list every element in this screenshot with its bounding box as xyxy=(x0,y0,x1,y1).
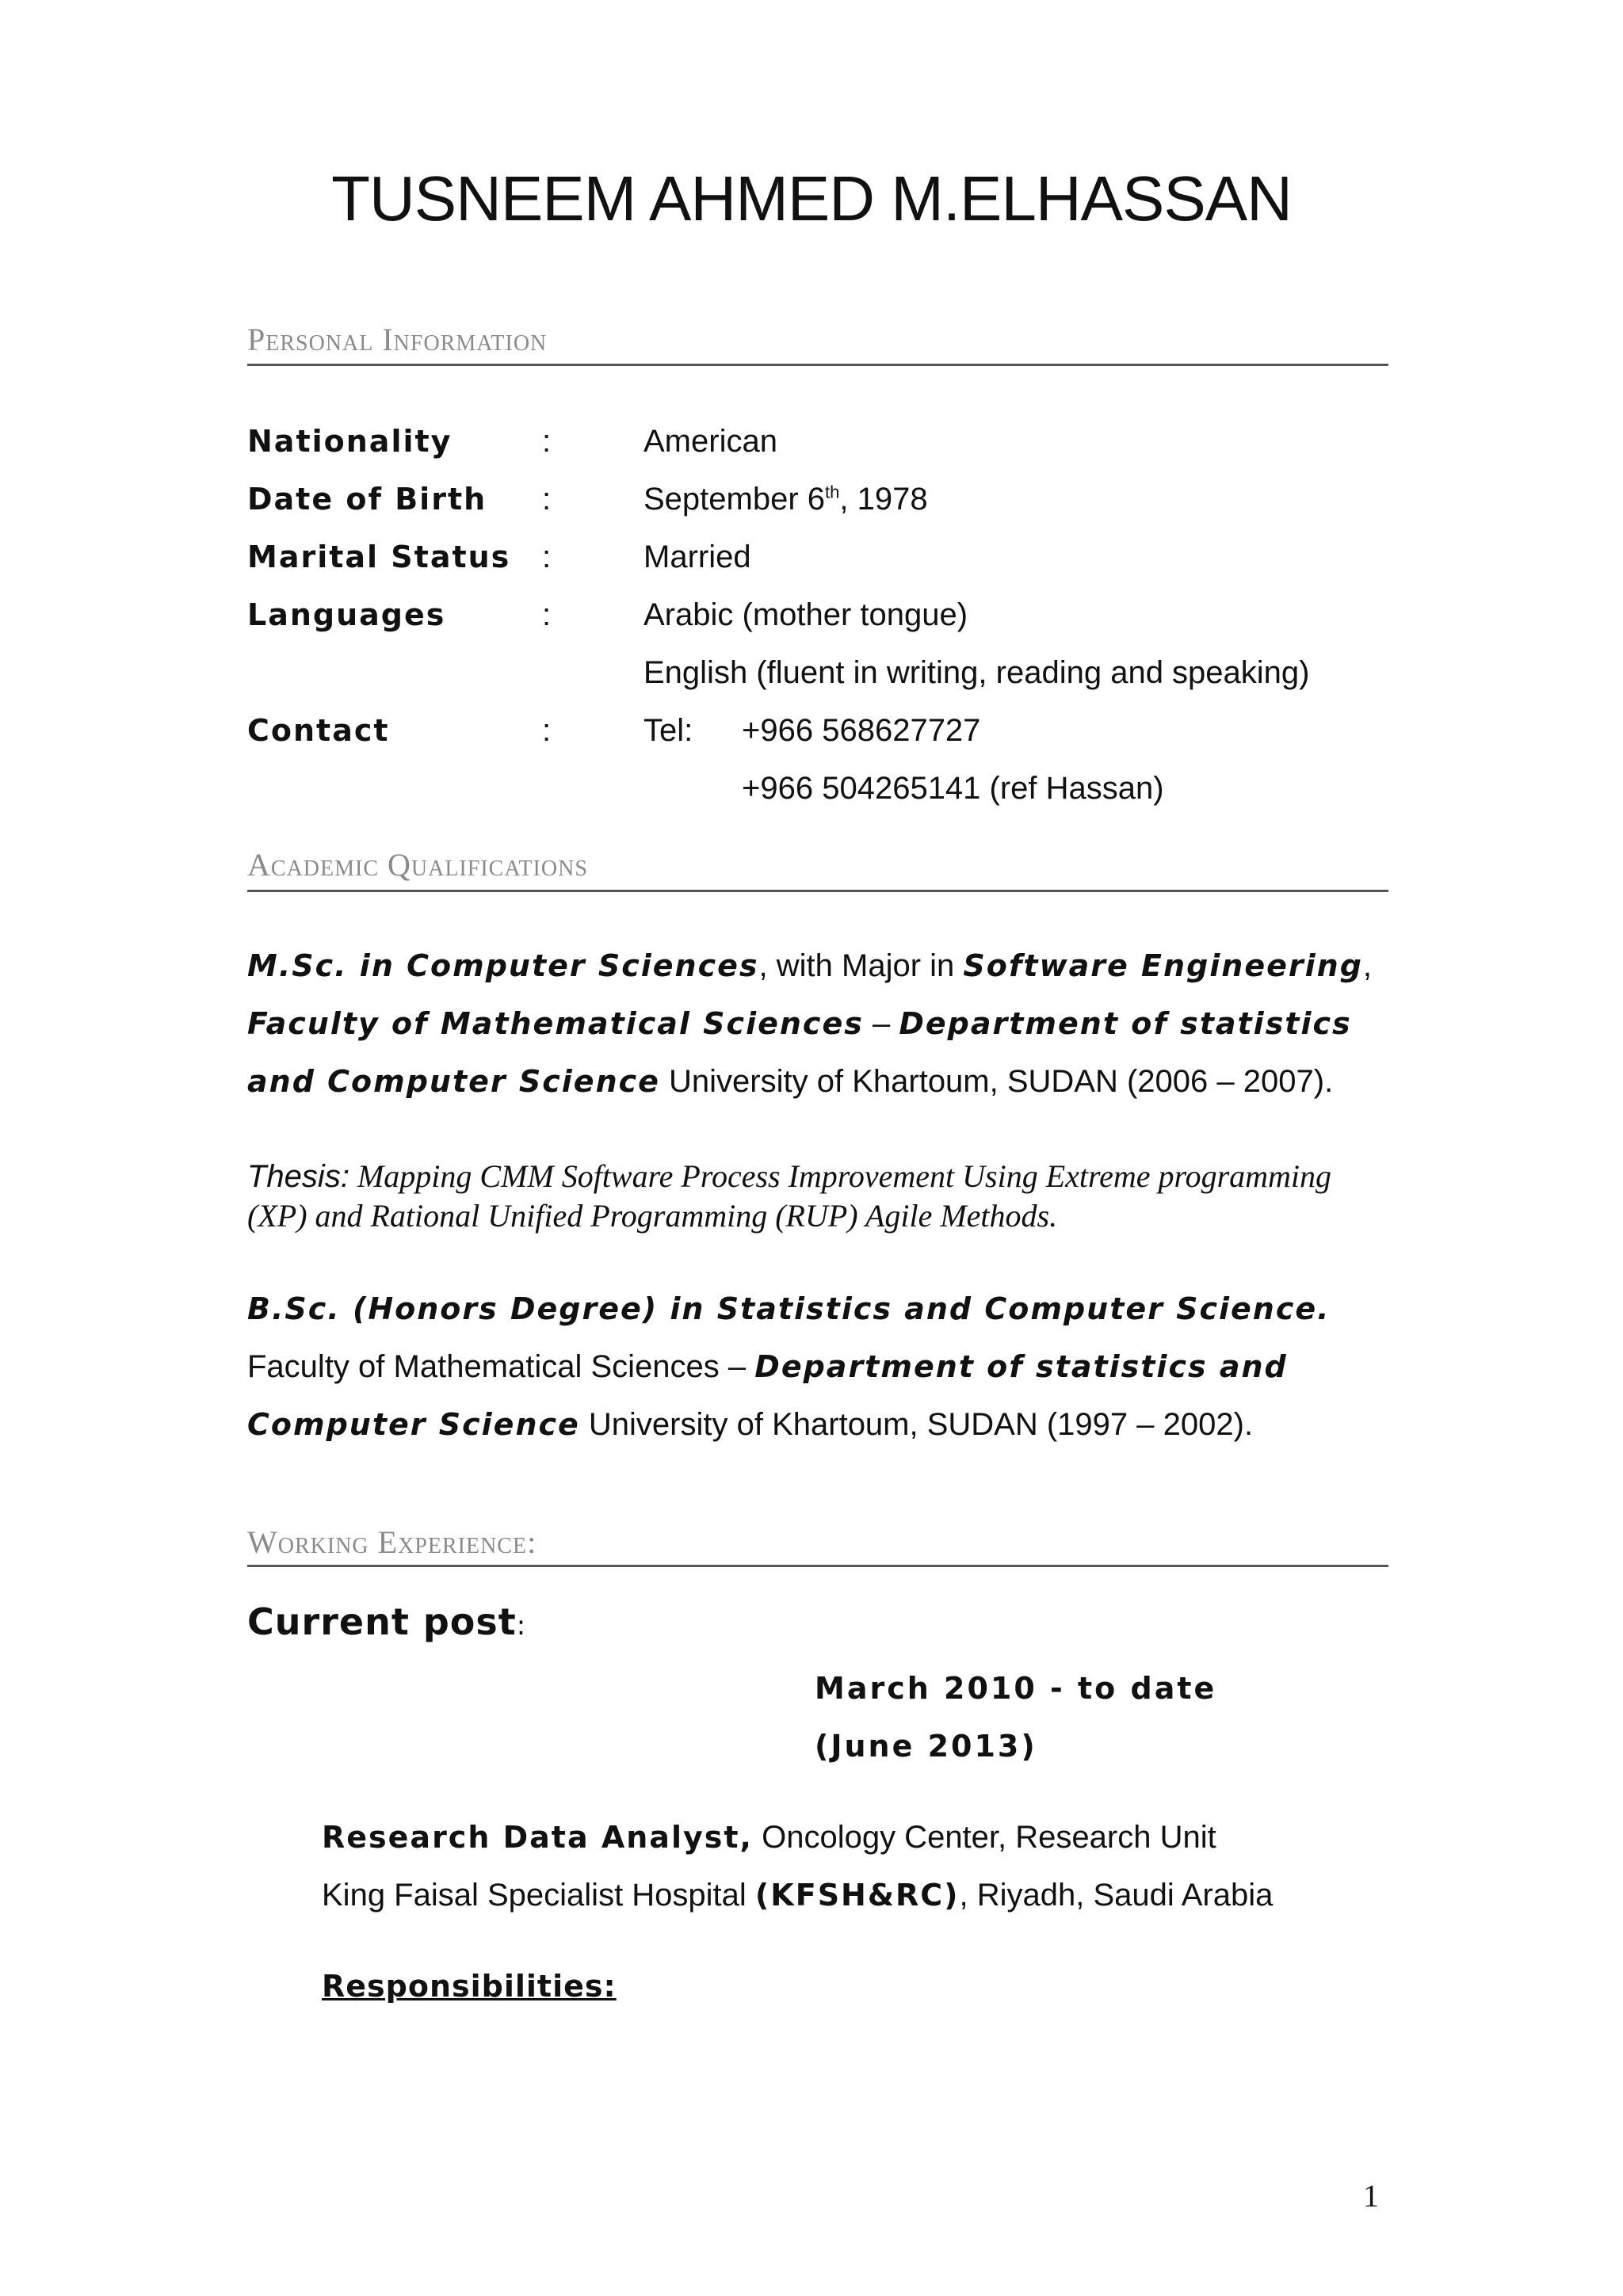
section-divider xyxy=(247,364,1388,366)
section-heading-personal: Personal Information xyxy=(247,322,548,357)
bsc-faculty: Faculty of Mathematical Sciences – xyxy=(247,1349,755,1384)
languages-label: Languages xyxy=(247,597,446,632)
colon: : xyxy=(542,424,552,459)
contact-label: Contact xyxy=(247,713,390,748)
nationality-value: American xyxy=(643,424,777,459)
msc-mid: , with Major in xyxy=(758,948,964,983)
section-heading-work: Working Experience: xyxy=(247,1524,537,1560)
bsc-degree: B.Sc. (Honors Degree) in Statistics and Computer Science. xyxy=(247,1291,1331,1326)
msc-degree: M.Sc. in Computer Sciences xyxy=(247,948,759,983)
employer-location: , Riyadh, Saudi Arabia xyxy=(959,1878,1274,1913)
job-unit: Oncology Center, Research Unit xyxy=(752,1820,1216,1855)
bsc-entry xyxy=(247,1280,1396,1454)
languages-value-2: English (fluent in writing, reading and speaking) xyxy=(643,655,1310,690)
colon: : xyxy=(542,597,552,632)
msc-university: University of Khartoum, SUDAN (2006 – 2007). xyxy=(659,1064,1334,1099)
dob-day: September 6 xyxy=(643,482,826,517)
msc-comma: , xyxy=(1362,948,1373,983)
section-heading-academic: Academic Qualifications xyxy=(247,847,588,883)
thesis-entry xyxy=(247,1157,1396,1236)
bsc-department: Department of statistics and Computer Science xyxy=(247,1349,1288,1442)
dob-year: , 1978 xyxy=(839,482,928,517)
current-post-heading xyxy=(247,1600,526,1643)
employer-name: King Faisal Specialist Hospital xyxy=(322,1878,755,1913)
msc-faculty: Faculty of Mathematical Sciences xyxy=(247,1006,864,1041)
current-post-colon: : xyxy=(516,1610,527,1642)
responsibilities-heading: Responsibilities: xyxy=(322,1969,617,2004)
employer-abbreviation: (KFSH&RC) xyxy=(754,1878,960,1913)
marital-value: Married xyxy=(643,540,751,574)
tel-label: Tel: xyxy=(643,713,693,748)
current-post-label: Current post xyxy=(247,1600,517,1643)
bsc-university: University of Khartoum, SUDAN (1997 – 2002). xyxy=(579,1407,1254,1442)
marital-label: Marital Status xyxy=(247,540,511,574)
msc-entry xyxy=(247,937,1396,1111)
msc-major: Software Engineering xyxy=(963,948,1363,983)
candidate-name: TUSNEEM AHMED M.ELHASSAN xyxy=(331,163,1292,234)
colon: : xyxy=(542,540,552,574)
section-divider xyxy=(247,890,1388,892)
msc-dash: – xyxy=(863,1006,899,1041)
thesis-label: Thesis: xyxy=(247,1159,349,1194)
employer-line xyxy=(322,1878,1273,1913)
job-title: Research Data Analyst, xyxy=(322,1820,753,1855)
employment-dates: March 2010 - to date (June 2013) xyxy=(815,1671,1217,1764)
tel-number-1: +966 568627727 xyxy=(742,713,981,748)
dob-label: Date of Birth xyxy=(247,482,487,517)
languages-value-1: Arabic (mother tongue) xyxy=(643,597,968,632)
msc-department: Department of statistics and Computer Science xyxy=(247,1006,1352,1099)
job-title-line xyxy=(322,1820,1216,1855)
colon: : xyxy=(542,713,552,748)
tel-number-2: +966 504265141 (ref Hassan) xyxy=(742,771,1164,806)
dob-value xyxy=(643,482,928,517)
nationality-label: Nationality xyxy=(247,424,453,459)
colon: : xyxy=(542,482,552,517)
dob-ordinal: th xyxy=(825,482,840,502)
thesis-title: Mapping CMM Software Process Improvement Using Extreme programming (XP) and Rational Unified Programming (RUP) Agile Methods. xyxy=(247,1158,1332,1234)
section-divider xyxy=(247,1565,1388,1567)
page-number: 1 xyxy=(1363,2178,1379,2214)
